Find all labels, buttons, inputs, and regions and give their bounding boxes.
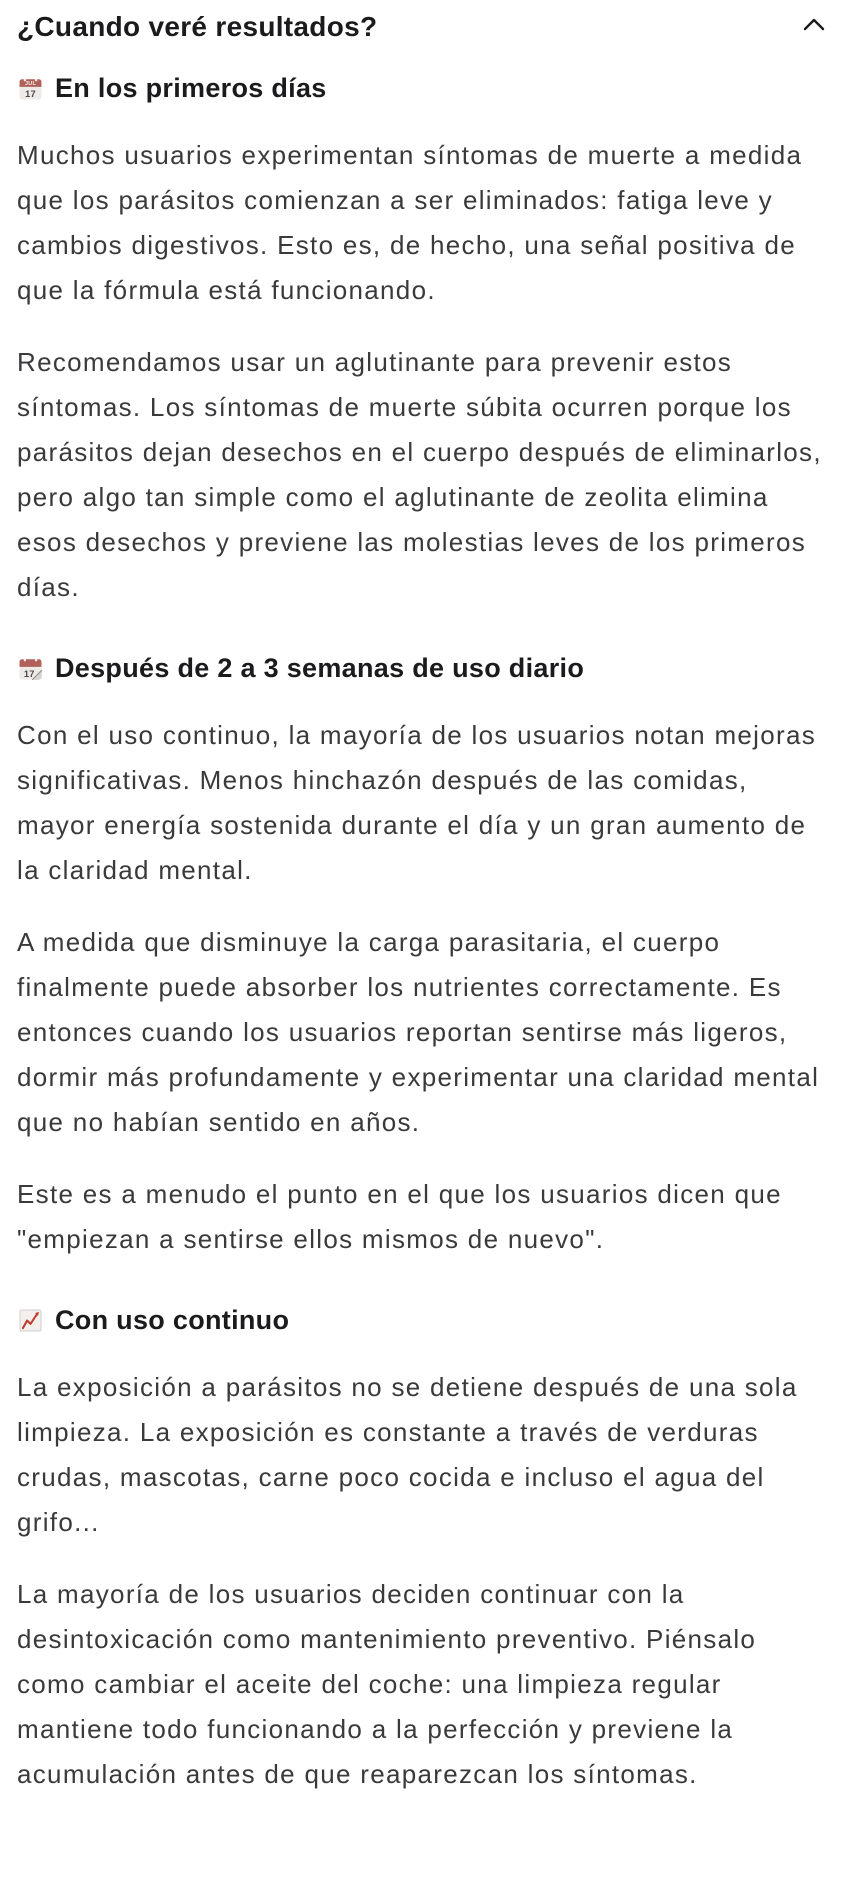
- svg-text:JUL: JUL: [24, 80, 37, 87]
- content-section: [17, 1302, 827, 1797]
- content-section: [17, 70, 827, 610]
- accordion-title: ¿Cuando veré resultados?: [17, 11, 378, 42]
- paragraph: La exposición a parásitos no se detiene después de una sola limpieza. La exposición es constante a través de verduras crudas, mascotas, carne poco cocida e incluso el agua del grifo...: [17, 1372, 798, 1537]
- section-heading: [17, 1302, 827, 1338]
- paragraph: La mayoría de los usuarios deciden continuar con la desintoxicación como mantenimiento preventivo. Piénsalo como cambiar el aceite del coche: una limpieza regular mantiene todo funcionando a la perfección y previene la acumulación antes de que reaparezcan los síntomas.: [17, 1579, 757, 1789]
- answer-content: [17, 70, 827, 1797]
- section-heading: [17, 70, 827, 106]
- accordion-header[interactable]: [17, 8, 827, 44]
- section-heading: [17, 650, 827, 686]
- chevron-up-icon[interactable]: [803, 18, 825, 31]
- svg-text:17: 17: [23, 668, 35, 679]
- paragraph: Recomendamos usar un aglutinante para prevenir estos síntomas. Los síntomas de muerte súbita ocurren porque los parásitos dejan desechos en el cuerpo después de eliminarlos, pero algo tan simple como el aglutinante de zeolita elimina esos desechos y previene las molestias leves de los primeros días.: [17, 347, 822, 602]
- paragraph: A medida que disminuye la carga parasitaria, el cuerpo finalmente puede absorber los nutrientes correctamente. Es entonces cuando los usuarios reportan sentirse más ligeros, dormir más profundamente y experimentar una claridad mental que no habían sentido en años.: [17, 927, 820, 1137]
- calendar-icon: [17, 75, 44, 102]
- paragraph: Muchos usuarios experimentan síntomas de muerte a medida que los parásitos comienzan a ser eliminados: fatiga leve y cambios digestivos. Esto es, de hecho, una señal positiva de que la fórmula está funcionando.: [17, 140, 803, 305]
- paragraph: Con el uso continuo, la mayoría de los usuarios notan mejoras significativas. Menos hinchazón después de las comidas, mayor energía sostenida durante el día y un gran aumento de la claridad mental.: [17, 720, 817, 885]
- chart-increasing-icon: [17, 1307, 44, 1334]
- content-section: [17, 650, 827, 1262]
- svg-text:17: 17: [25, 88, 36, 99]
- paragraph: Este es a menudo el punto en el que los usuarios dicen que "empiezan a sentirse ellos mismos de nuevo".: [17, 1179, 782, 1254]
- section-heading-text: Con uso continuo: [55, 1305, 290, 1335]
- section-heading-text: En los primeros días: [55, 73, 327, 103]
- tear-off-calendar-icon: [17, 655, 44, 682]
- section-heading-text: Después de 2 a 3 semanas de uso diario: [55, 653, 585, 683]
